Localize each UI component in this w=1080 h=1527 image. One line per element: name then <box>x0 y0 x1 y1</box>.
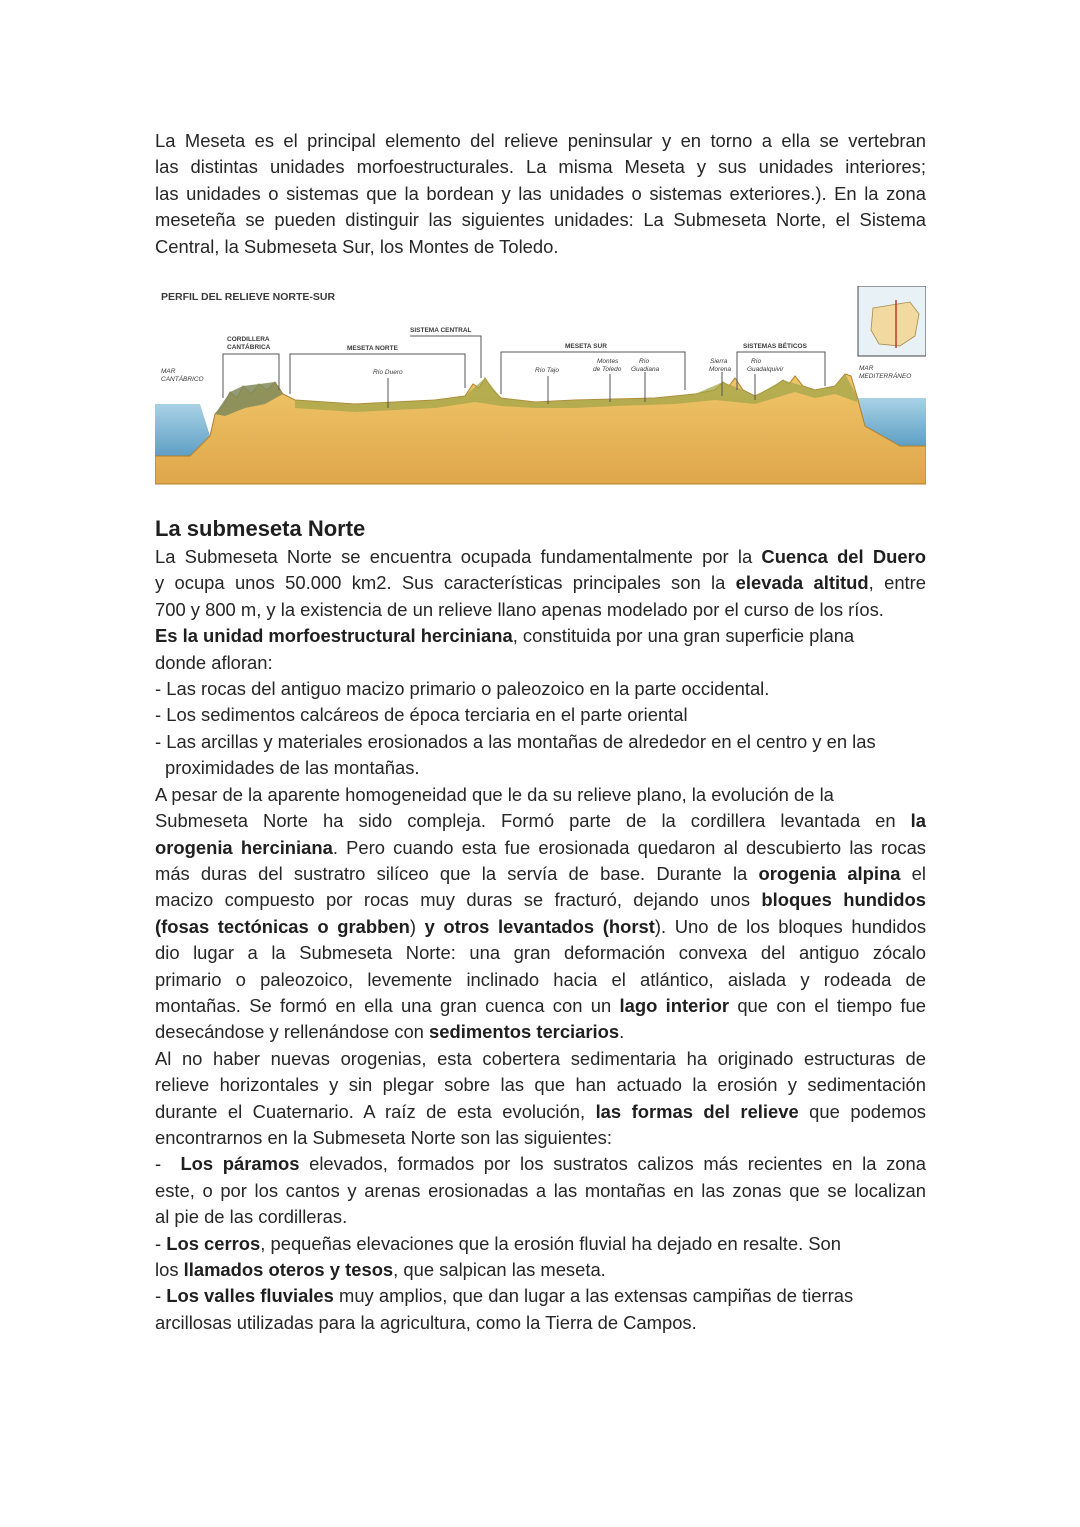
label-sistema-central: SISTEMA CENTRAL <box>410 327 472 335</box>
label-montes-toledo: de Toledo <box>593 366 622 374</box>
intro-line: las unidades o sistemas que la bordean y las unidades o sistemas exteriores.). En la zona <box>155 182 926 204</box>
label-meseta-sur: MESETA SUR <box>565 343 607 351</box>
bracket-sistema-central <box>410 336 481 378</box>
body-line: (fosas tectónicas o grabben) y otros levantados (horst). Uno de los bloques hundidos <box>155 915 927 937</box>
body-line: desecándose y rellenándose con sedimentos terciarios. <box>155 1021 625 1043</box>
relief-form-item: - Los páramos elevados, formados por los sustratos calizos más recientes en la zona <box>155 1153 926 1175</box>
intro-line: Central, la Submeseta Sur, los Montes de Toledo. <box>155 235 559 257</box>
list-item-continuation: proximidades de las montañas. <box>165 757 420 779</box>
relief-form-item: arcillosas utilizadas para la agricultura, como la Tierra de Campos. <box>155 1311 697 1333</box>
label-cordillera: CANTÁBRICA <box>227 344 271 352</box>
relief-form-item: - Los cerros, pequeñas elevaciones que la erosión fluvial ha dejado en resalte. Son <box>155 1232 842 1254</box>
label-rio-duero: Río Duero <box>373 369 403 377</box>
list-item: - Las arcillas y materiales erosionados a las montañas de alrededor en el centro y en las <box>155 730 876 752</box>
list-item: - Los sedimentos calcáreos de época terciaria en el parte oriental <box>155 704 688 726</box>
body-line: Submeseta Norte ha sido compleja. Formó parte de la cordillera levantada en la <box>155 810 926 832</box>
document-page <box>155 128 926 1336</box>
label-mar-cantabrico: CANTÁBRICO <box>161 376 204 384</box>
body-line: macizo compuesto por rocas muy duras se fracturó, dejando unos bloques hundidos <box>155 889 926 911</box>
body-line: encontrarnos en la Submeseta Norte son las siguientes: <box>155 1126 612 1148</box>
body-line: primario o paleozoico, levemente inclinado hacia el atlántico, aislada y rodeada de <box>155 968 926 990</box>
label-cordillera: CORDILLERA <box>227 336 270 344</box>
intro-line: La Meseta es el principal elemento del relieve peninsular y en torno a ella se vertebran <box>155 130 926 151</box>
relief-form-item: los llamados oteros y tesos, que salpican las meseta. <box>155 1259 606 1280</box>
figure-labels <box>161 291 911 383</box>
label-sierra-morena: Sierra <box>710 358 728 366</box>
label-sierra-morena: Morena <box>709 366 732 374</box>
relief-profile-figure <box>155 286 926 486</box>
label-mar-mediterraneo: MEDITERRÁNEO <box>859 373 912 381</box>
body-line: montañas. Se formó en ella una gran cuenca con un lago interior que con el tiempo fue <box>155 994 926 1016</box>
relief-form-item: este, o por los cantos y arenas erosionadas a las montañas en las zonas que se localizan <box>155 1179 926 1201</box>
label-mar-mediterraneo: MAR <box>859 365 874 373</box>
body-line: 700 y 800 m, y la existencia de un relieve llano apenas modelado por el curso de los ríos. <box>155 598 884 620</box>
intro-paragraph <box>155 128 926 260</box>
bracket-meseta-sur <box>501 352 685 394</box>
list-item: - Las rocas del antiguo macizo primario o paleozoico en la parte occidental. <box>155 678 770 700</box>
body-line: dio lugar a la Submeseta Norte: una gran deformación convexa del antiguo zócalo <box>155 942 926 964</box>
intro-line: las distintas unidades morfoestructurales. La misma Meseta y sus unidades interiores; <box>155 156 926 178</box>
body-line: A pesar de la aparente homogeneidad que le da su relieve plano, la evolución de la <box>155 783 834 805</box>
label-rio-guadiana: Río <box>639 358 650 366</box>
label-rio-tajo: Río Tajo <box>535 367 559 375</box>
label-rio-guadalquivir: Río <box>751 358 762 366</box>
figure-title: PERFIL DEL RELIEVE NORTE-SUR <box>161 291 336 304</box>
body-line: durante el Cuaternario. A raíz de esta evolución, las formas del relieve que podemos <box>155 1100 926 1122</box>
label-montes-toledo: Montes <box>597 358 619 366</box>
relief-form-item: - Los valles fluviales muy amplios, que dan lugar a las extensas campiñas de tierras <box>155 1285 854 1307</box>
relief-profile-diagram <box>155 286 926 486</box>
intro-line: meseteña se pueden distinguir las siguientes unidades: La Submeseta Norte, el Sistema <box>155 209 926 231</box>
label-mar-cantabrico: MAR <box>161 368 176 376</box>
body-line: La Submeseta Norte se encuentra ocupada fundamentalmente por la Cuenca del Duero <box>155 546 926 568</box>
label-rio-guadiana: Guadiana <box>631 366 660 374</box>
body-line: más duras del sustratro silíceo que la servía de base. Durante la orogenia alpina el <box>155 862 926 884</box>
body-line: relieve horizontales y sin plegar sobre las que han actuado la erosión y sedimentación <box>155 1074 926 1096</box>
label-meseta-norte: MESETA NORTE <box>347 345 398 353</box>
label-sistemas-beticos: SISTEMAS BÉTICOS <box>743 343 807 351</box>
body-line: Al no haber nuevas orogenias, esta cobertera sedimentaria ha originado estructuras de <box>155 1047 926 1069</box>
relief-form-item: al pie de las cordilleras. <box>155 1206 348 1228</box>
body-line: y ocupa unos 50.000 km2. Sus características principales son la elevada altitud, entre <box>155 572 927 594</box>
body-line: Es la unidad morfoestructural herciniana, constituida por una gran superficie plana <box>155 625 855 647</box>
body-line: donde afloran: <box>155 651 273 673</box>
body-line: orogenia herciniana. Pero cuando esta fue erosionada quedaron al descubierto las rocas <box>155 836 926 858</box>
label-rio-guadalquivir: Guadalquivir <box>747 366 784 374</box>
section-heading: La submeseta Norte <box>155 516 366 542</box>
section-submeseta-norte <box>155 514 926 1336</box>
